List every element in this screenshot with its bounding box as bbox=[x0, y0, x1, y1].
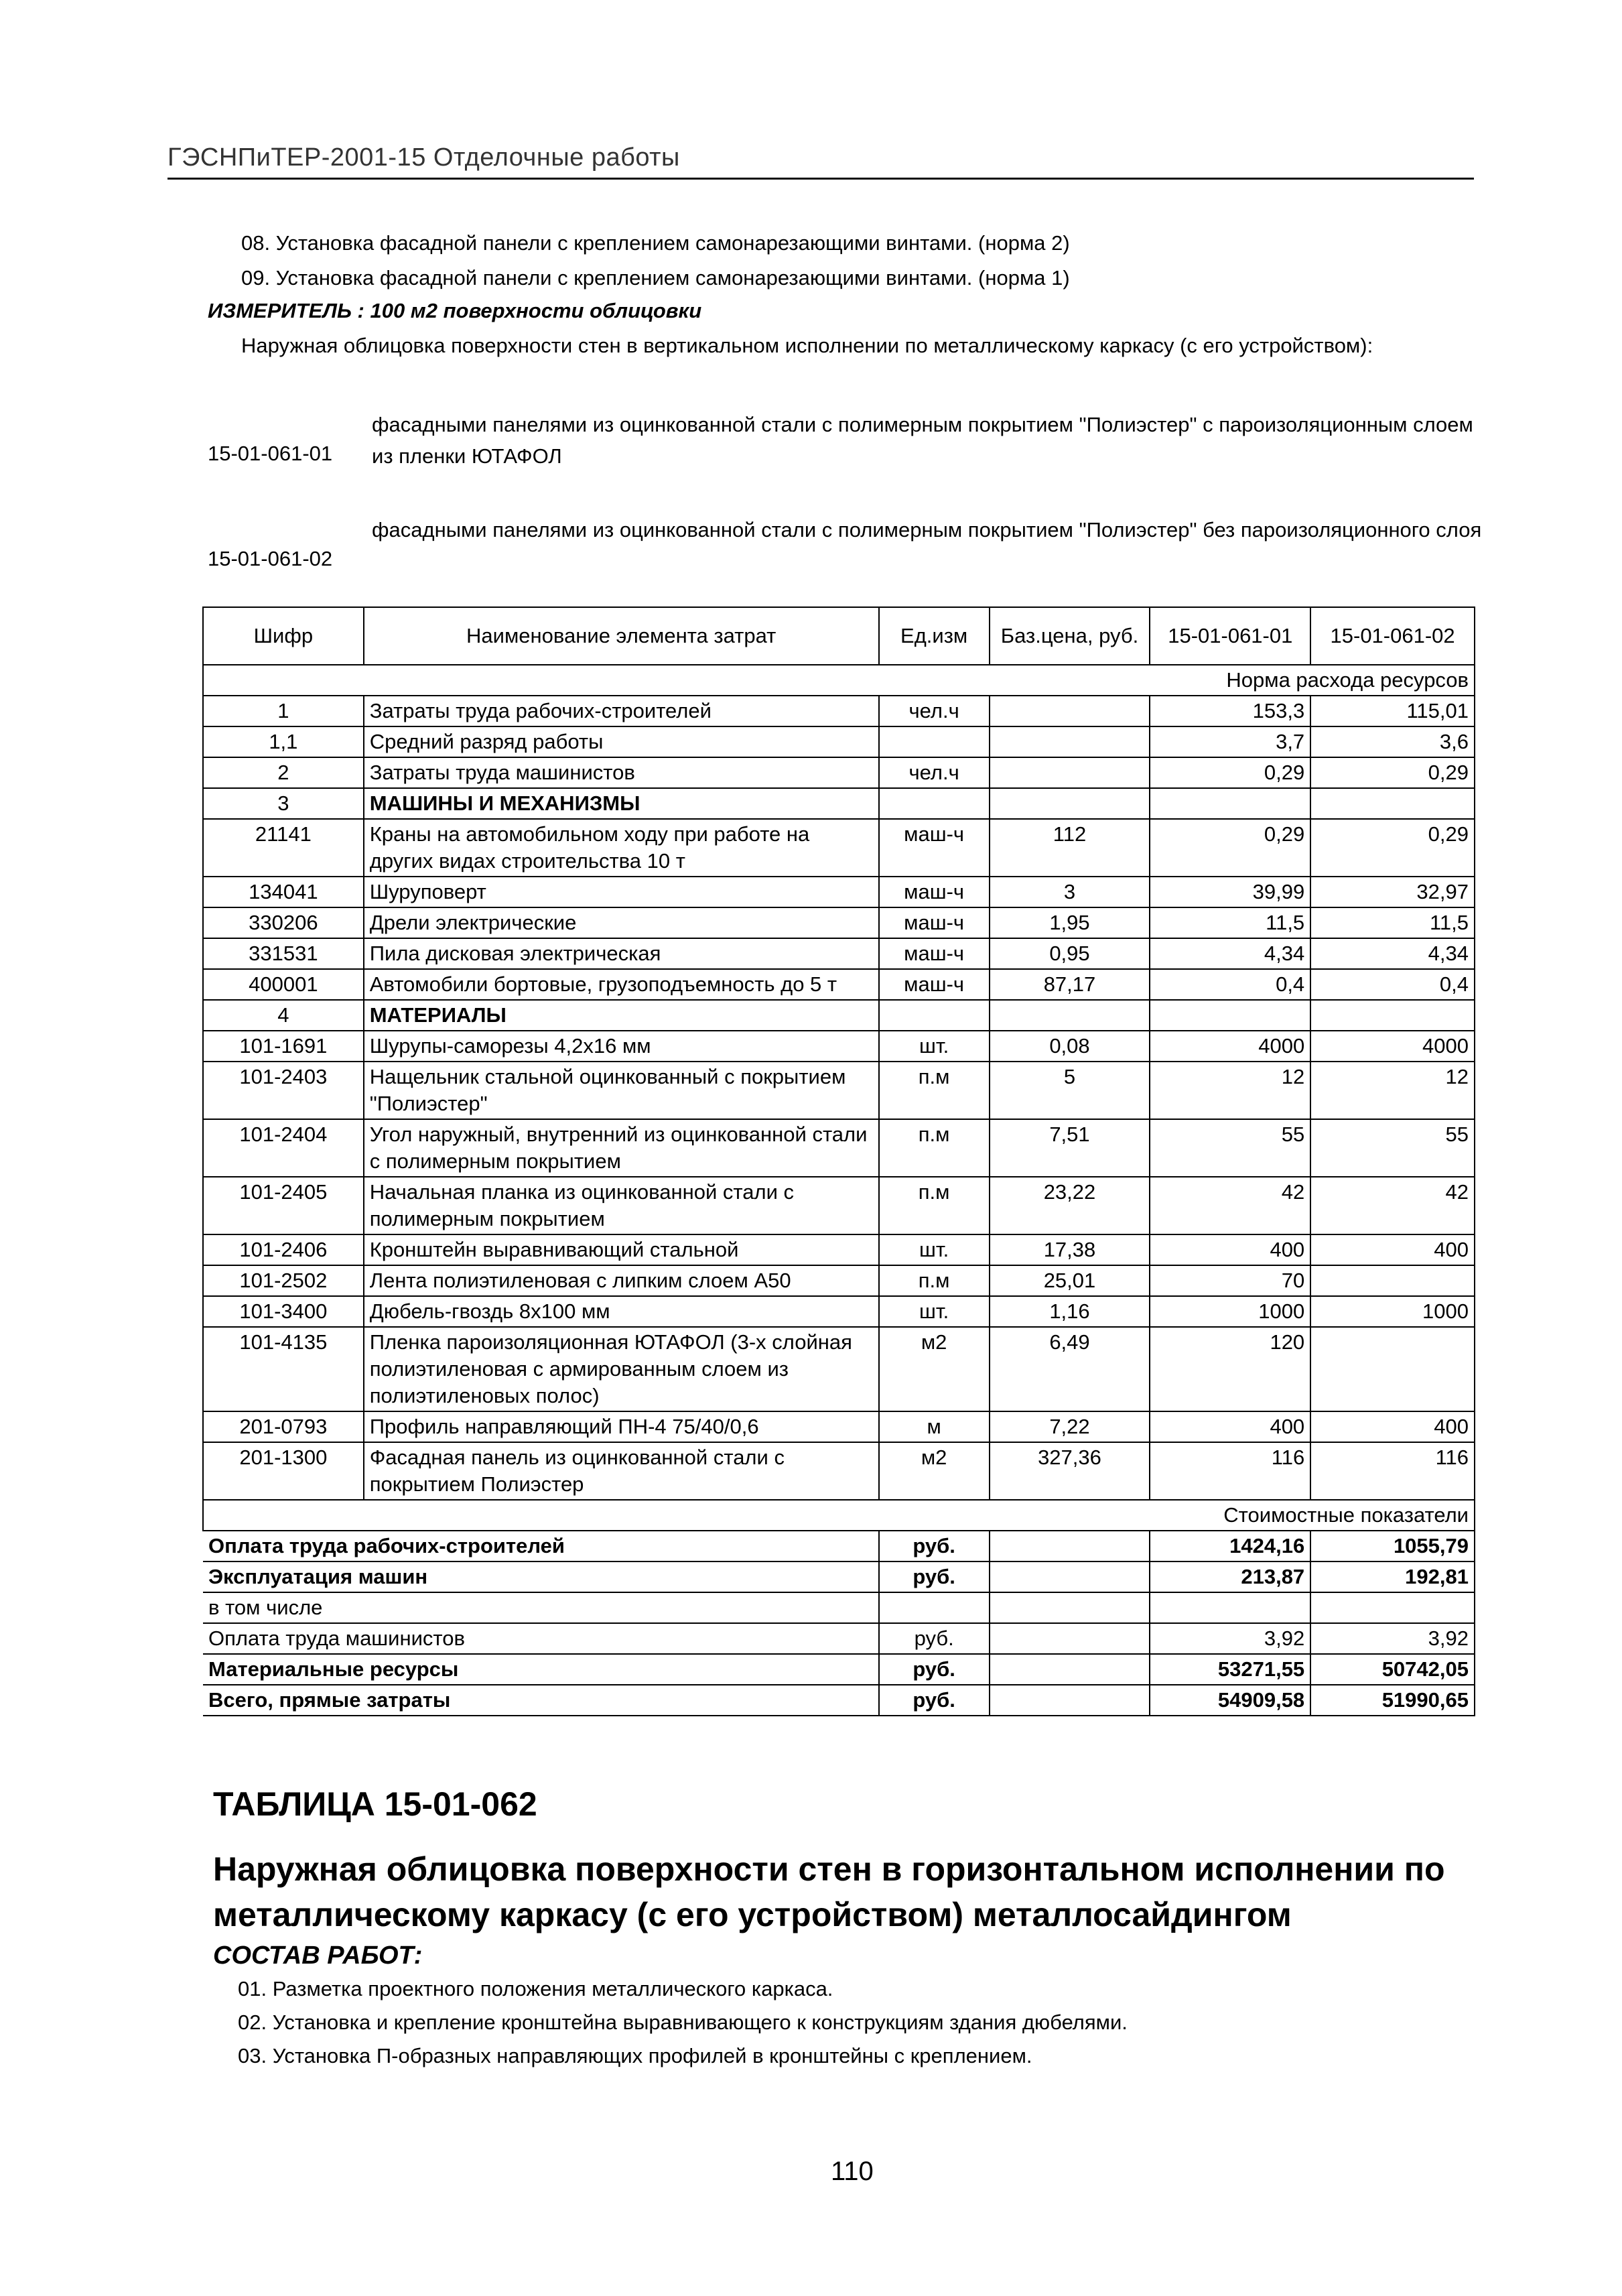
table-row bbox=[203, 1411, 1475, 1442]
table-cell bbox=[990, 757, 1150, 788]
table-cell: 101-2405 bbox=[203, 1177, 364, 1234]
table-cell bbox=[990, 1000, 1150, 1031]
table-cell bbox=[879, 726, 990, 757]
table-cell: маш-ч bbox=[879, 819, 990, 877]
table-cell bbox=[990, 1561, 1150, 1592]
totals-unit: руб. bbox=[879, 1623, 990, 1654]
table-cell: Профиль направляющий ПН-4 75/40/0,6 bbox=[364, 1411, 879, 1442]
table-cell: 42 bbox=[1310, 1177, 1475, 1234]
totals-label: Материальные ресурсы bbox=[203, 1654, 879, 1685]
totals-value: 3,92 bbox=[1310, 1623, 1475, 1654]
table-cell: 4 bbox=[203, 1000, 364, 1031]
table-cell: 3,7 bbox=[1150, 726, 1310, 757]
work-item: 08. Установка фасадной панели с креплением самонарезающими винтами. (норма 2) bbox=[241, 231, 1070, 255]
table-cell: Пила дисковая электрическая bbox=[364, 938, 879, 969]
page-number: 110 bbox=[831, 2157, 874, 2186]
code-description: фасадными панелями из оцинкованной стали с полимерным покрытием "Полиэстер" без пароизоляционного слоя bbox=[372, 518, 1482, 541]
table-cell: 23,22 bbox=[990, 1177, 1150, 1234]
table-cell: п.м bbox=[879, 1177, 990, 1234]
table-cell: Кронштейн выравнивающий стальной bbox=[364, 1234, 879, 1265]
column-header: Баз.цена, руб. bbox=[990, 607, 1150, 665]
totals-unit: руб. bbox=[879, 1685, 990, 1716]
next-table-title: ТАБЛИЦА 15-01-062 bbox=[213, 1785, 537, 1823]
table-cell: 101-1691 bbox=[203, 1031, 364, 1062]
table-cell: Дрели электрические bbox=[364, 907, 879, 938]
table-cell bbox=[1310, 788, 1475, 819]
next-section-title: Наружная облицовка поверхности стен в горизонтальном исполнении по металлическому каркасу (с его устройством) металлосайдингом bbox=[213, 1850, 1445, 1933]
totals-value: 192,81 bbox=[1310, 1561, 1475, 1592]
table-cell: Затраты труда машинистов bbox=[364, 757, 879, 788]
table-cell: 4,34 bbox=[1150, 938, 1310, 969]
table-cell: п.м bbox=[879, 1062, 990, 1119]
table-cell: 7,51 bbox=[990, 1119, 1150, 1177]
table-cell bbox=[990, 1592, 1150, 1623]
table-cell: 1000 bbox=[1310, 1296, 1475, 1327]
table-row bbox=[203, 907, 1475, 938]
totals-row bbox=[203, 1531, 1475, 1561]
table-cell: чел.ч bbox=[879, 696, 990, 726]
table-cell: маш-ч bbox=[879, 969, 990, 1000]
table-cell: 39,99 bbox=[1150, 877, 1310, 907]
works-title: СОСТАВ РАБОТ: bbox=[213, 1941, 423, 1970]
table-cell: 400001 bbox=[203, 969, 364, 1000]
table-cell: м2 bbox=[879, 1442, 990, 1500]
table-cell: 1,1 bbox=[203, 726, 364, 757]
meter-label: ИЗМЕРИТЕЛЬ : 100 м2 поверхности облицовки bbox=[208, 299, 702, 322]
table-cell: Дюбель-гвоздь 8х100 мм bbox=[364, 1296, 879, 1327]
table-cell: 2 bbox=[203, 757, 364, 788]
totals-row bbox=[203, 1623, 1475, 1654]
totals-value bbox=[1150, 1592, 1310, 1623]
column-header: Наименование элемента затрат bbox=[364, 607, 879, 665]
table-cell: 1 bbox=[203, 696, 364, 726]
totals-row bbox=[203, 1654, 1475, 1685]
table-cell: 112 bbox=[990, 819, 1150, 877]
table-row bbox=[203, 726, 1475, 757]
table-cell bbox=[990, 1654, 1150, 1685]
table-cell: 12 bbox=[1310, 1062, 1475, 1119]
totals-value: 54909,58 bbox=[1150, 1685, 1310, 1716]
column-header: 15-01-061-01 bbox=[1150, 607, 1310, 665]
table-row bbox=[203, 788, 1475, 819]
table-cell: 101-2502 bbox=[203, 1265, 364, 1296]
section-row bbox=[203, 1500, 1475, 1531]
totals-value: 3,92 bbox=[1150, 1623, 1310, 1654]
work-item: 01. Разметка проектного положения металлического каркаса. bbox=[238, 1977, 833, 2000]
table-cell: 0,29 bbox=[1150, 819, 1310, 877]
table-cell: 400 bbox=[1150, 1411, 1310, 1442]
table-cell: 3,6 bbox=[1310, 726, 1475, 757]
work-item: 02. Установка и крепление кронштейна выравнивающего к конструкциям здания дюбелями. bbox=[238, 2011, 1128, 2034]
table-cell: 11,5 bbox=[1150, 907, 1310, 938]
column-header: 15-01-061-02 bbox=[1310, 607, 1475, 665]
table-cell: МАТЕРИАЛЫ bbox=[364, 1000, 879, 1031]
totals-value: 213,87 bbox=[1150, 1561, 1310, 1592]
table-row bbox=[203, 938, 1475, 969]
table-cell: 12 bbox=[1150, 1062, 1310, 1119]
table-cell bbox=[990, 1531, 1150, 1561]
table-cell bbox=[1310, 1000, 1475, 1031]
table-cell: 0,29 bbox=[1310, 819, 1475, 877]
table-cell: 25,01 bbox=[990, 1265, 1150, 1296]
table-cell: 6,49 bbox=[990, 1327, 1150, 1411]
table-cell bbox=[990, 696, 1150, 726]
table-row bbox=[203, 969, 1475, 1000]
table-row bbox=[203, 877, 1475, 907]
table-cell: 11,5 bbox=[1310, 907, 1475, 938]
table-cell: чел.ч bbox=[879, 757, 990, 788]
table-cell: 120 bbox=[1150, 1327, 1310, 1411]
table-row bbox=[203, 1327, 1475, 1411]
table-cell: м bbox=[879, 1411, 990, 1442]
code-label: 15-01-061-02 bbox=[208, 547, 333, 570]
table-cell: Нащельник стальной оцинкованный с покрытием "Полиэстер" bbox=[364, 1062, 879, 1119]
table-cell: 55 bbox=[1310, 1119, 1475, 1177]
table-cell: 101-2406 bbox=[203, 1234, 364, 1265]
totals-row bbox=[203, 1592, 1475, 1623]
table-cell: 0,4 bbox=[1310, 969, 1475, 1000]
table-cell: Лента полиэтиленовая с липким слоем А50 bbox=[364, 1265, 879, 1296]
table-cell bbox=[990, 726, 1150, 757]
table-cell: 3 bbox=[203, 788, 364, 819]
totals-value: 1055,79 bbox=[1310, 1531, 1475, 1561]
table-cell: 116 bbox=[1150, 1442, 1310, 1500]
table-cell: 17,38 bbox=[990, 1234, 1150, 1265]
table-row bbox=[203, 696, 1475, 726]
table-cell: 1000 bbox=[1150, 1296, 1310, 1327]
table-row bbox=[203, 757, 1475, 788]
totals-value: 50742,05 bbox=[1310, 1654, 1475, 1685]
section-label: Норма расхода ресурсов bbox=[203, 665, 1475, 696]
work-item: 09. Установка фасадной панели с креплением самонарезающими винтами. (норма 1) bbox=[241, 266, 1070, 290]
table-row bbox=[203, 1119, 1475, 1177]
table-row bbox=[203, 1177, 1475, 1234]
table-cell: 101-4135 bbox=[203, 1327, 364, 1411]
totals-label: Эксплуатация машин bbox=[203, 1561, 879, 1592]
table-cell: 201-0793 bbox=[203, 1411, 364, 1442]
table-cell bbox=[879, 1000, 990, 1031]
table-row bbox=[203, 1442, 1475, 1500]
table-row bbox=[203, 819, 1475, 877]
table-cell: 0,29 bbox=[1310, 757, 1475, 788]
table-cell: маш-ч bbox=[879, 938, 990, 969]
table-header-row bbox=[203, 607, 1475, 665]
table-cell: Шуруповерт bbox=[364, 877, 879, 907]
table-cell: 4000 bbox=[1310, 1031, 1475, 1062]
table-cell: Начальная планка из оцинкованной стали с полимерным покрытием bbox=[364, 1177, 879, 1234]
table-cell: 101-2404 bbox=[203, 1119, 364, 1177]
table-cell: шт. bbox=[879, 1031, 990, 1062]
table-cell: 7,22 bbox=[990, 1411, 1150, 1442]
table-cell bbox=[990, 1623, 1150, 1654]
table-cell: 331531 bbox=[203, 938, 364, 969]
totals-unit: руб. bbox=[879, 1531, 990, 1561]
table-row bbox=[203, 1062, 1475, 1119]
table-cell bbox=[1150, 1000, 1310, 1031]
code-label: 15-01-061-01 bbox=[208, 442, 333, 465]
table-cell: Угол наружный, внутренний из оцинкованной стали с полимерным покрытием bbox=[364, 1119, 879, 1177]
totals-row bbox=[203, 1561, 1475, 1592]
section-label: Стоимостные показатели bbox=[203, 1500, 1475, 1531]
table-cell: 101-2403 bbox=[203, 1062, 364, 1119]
table-cell: 21141 bbox=[203, 819, 364, 877]
table-cell: 116 bbox=[1310, 1442, 1475, 1500]
table-cell bbox=[1310, 1327, 1475, 1411]
table-cell bbox=[990, 788, 1150, 819]
table-cell: 1,16 bbox=[990, 1296, 1150, 1327]
table-cell: 400 bbox=[1150, 1234, 1310, 1265]
table-cell: Шурупы-саморезы 4,2х16 мм bbox=[364, 1031, 879, 1062]
table-cell: 201-1300 bbox=[203, 1442, 364, 1500]
table-cell: 0,4 bbox=[1150, 969, 1310, 1000]
table-row bbox=[203, 1000, 1475, 1031]
totals-unit: руб. bbox=[879, 1561, 990, 1592]
table-cell: 330206 bbox=[203, 907, 364, 938]
totals-value: 1424,16 bbox=[1150, 1531, 1310, 1561]
column-header: Шифр bbox=[203, 607, 364, 665]
totals-value: 51990,65 bbox=[1310, 1685, 1475, 1716]
table-cell: 32,97 bbox=[1310, 877, 1475, 907]
totals-unit bbox=[879, 1592, 990, 1623]
table-cell: маш-ч bbox=[879, 877, 990, 907]
resource-table bbox=[202, 607, 1475, 1716]
table-cell: 1,95 bbox=[990, 907, 1150, 938]
table-cell: 70 bbox=[1150, 1265, 1310, 1296]
table-cell: 400 bbox=[1310, 1411, 1475, 1442]
table-cell: Средний разряд работы bbox=[364, 726, 879, 757]
totals-value bbox=[1310, 1592, 1475, 1623]
table-cell: 327,36 bbox=[990, 1442, 1150, 1500]
header-rule bbox=[167, 178, 1474, 180]
table-cell: 400 bbox=[1310, 1234, 1475, 1265]
table-cell: 5 bbox=[990, 1062, 1150, 1119]
totals-label: в том числе bbox=[203, 1592, 879, 1623]
table-cell bbox=[1310, 1265, 1475, 1296]
table-row bbox=[203, 1031, 1475, 1062]
table-cell: 0,29 bbox=[1150, 757, 1310, 788]
table-cell: МАШИНЫ И МЕХАНИЗМЫ bbox=[364, 788, 879, 819]
table-row bbox=[203, 1265, 1475, 1296]
totals-label: Оплата труда рабочих-строителей bbox=[203, 1531, 879, 1561]
table-cell: 4,34 bbox=[1310, 938, 1475, 969]
table-cell bbox=[990, 1685, 1150, 1716]
table-cell: м2 bbox=[879, 1327, 990, 1411]
table-cell: п.м bbox=[879, 1265, 990, 1296]
table-row bbox=[203, 1296, 1475, 1327]
table-row bbox=[203, 1234, 1475, 1265]
table-cell: 153,3 bbox=[1150, 696, 1310, 726]
totals-value: 53271,55 bbox=[1150, 1654, 1310, 1685]
table-cell: 0,08 bbox=[990, 1031, 1150, 1062]
table-cell: 115,01 bbox=[1310, 696, 1475, 726]
table-cell: Пленка пароизоляционная ЮТАФОЛ (3-х слойная полиэтиленовая с армированным слоем из полиэтиленовых полос) bbox=[364, 1327, 879, 1411]
table-cell: 3 bbox=[990, 877, 1150, 907]
section-row bbox=[203, 665, 1475, 696]
table-cell: 42 bbox=[1150, 1177, 1310, 1234]
table-cell: Краны на автомобильном ходу при работе на других видах строительства 10 т bbox=[364, 819, 879, 877]
table-cell: п.м bbox=[879, 1119, 990, 1177]
totals-label: Всего, прямые затраты bbox=[203, 1685, 879, 1716]
table-cell bbox=[879, 788, 990, 819]
column-header: Ед.изм bbox=[879, 607, 990, 665]
table-cell: 55 bbox=[1150, 1119, 1310, 1177]
totals-unit: руб. bbox=[879, 1654, 990, 1685]
code-description: фасадными панелями из оцинкованной стали с полимерным покрытием "Полиэстер" с пароизоляционным слоем из пленки ЮТАФОЛ bbox=[372, 413, 1473, 468]
totals-label: Оплата труда машинистов bbox=[203, 1623, 879, 1654]
table-cell bbox=[1150, 788, 1310, 819]
table-cell: шт. bbox=[879, 1296, 990, 1327]
table-cell: 134041 bbox=[203, 877, 364, 907]
table-cell: Фасадная панель из оцинкованной стали с покрытием Полиэстер bbox=[364, 1442, 879, 1500]
table-cell: 101-3400 bbox=[203, 1296, 364, 1327]
table-cell: Затраты труда рабочих-строителей bbox=[364, 696, 879, 726]
work-item: 03. Установка П-образных направляющих профилей в кронштейны с креплением. bbox=[238, 2044, 1032, 2067]
table-cell: шт. bbox=[879, 1234, 990, 1265]
section-subtitle: Наружная облицовка поверхности стен в вертикальном исполнении по металлическому каркасу (с его устройством): bbox=[241, 334, 1373, 357]
table-cell: 87,17 bbox=[990, 969, 1150, 1000]
totals-row bbox=[203, 1685, 1475, 1716]
table-cell: Автомобили бортовые, грузоподъемность до 5 т bbox=[364, 969, 879, 1000]
page-header-title: ГЭСНПиТЕР-2001-15 Отделочные работы bbox=[167, 143, 680, 172]
table-cell: 4000 bbox=[1150, 1031, 1310, 1062]
table-cell: маш-ч bbox=[879, 907, 990, 938]
table-cell: 0,95 bbox=[990, 938, 1150, 969]
